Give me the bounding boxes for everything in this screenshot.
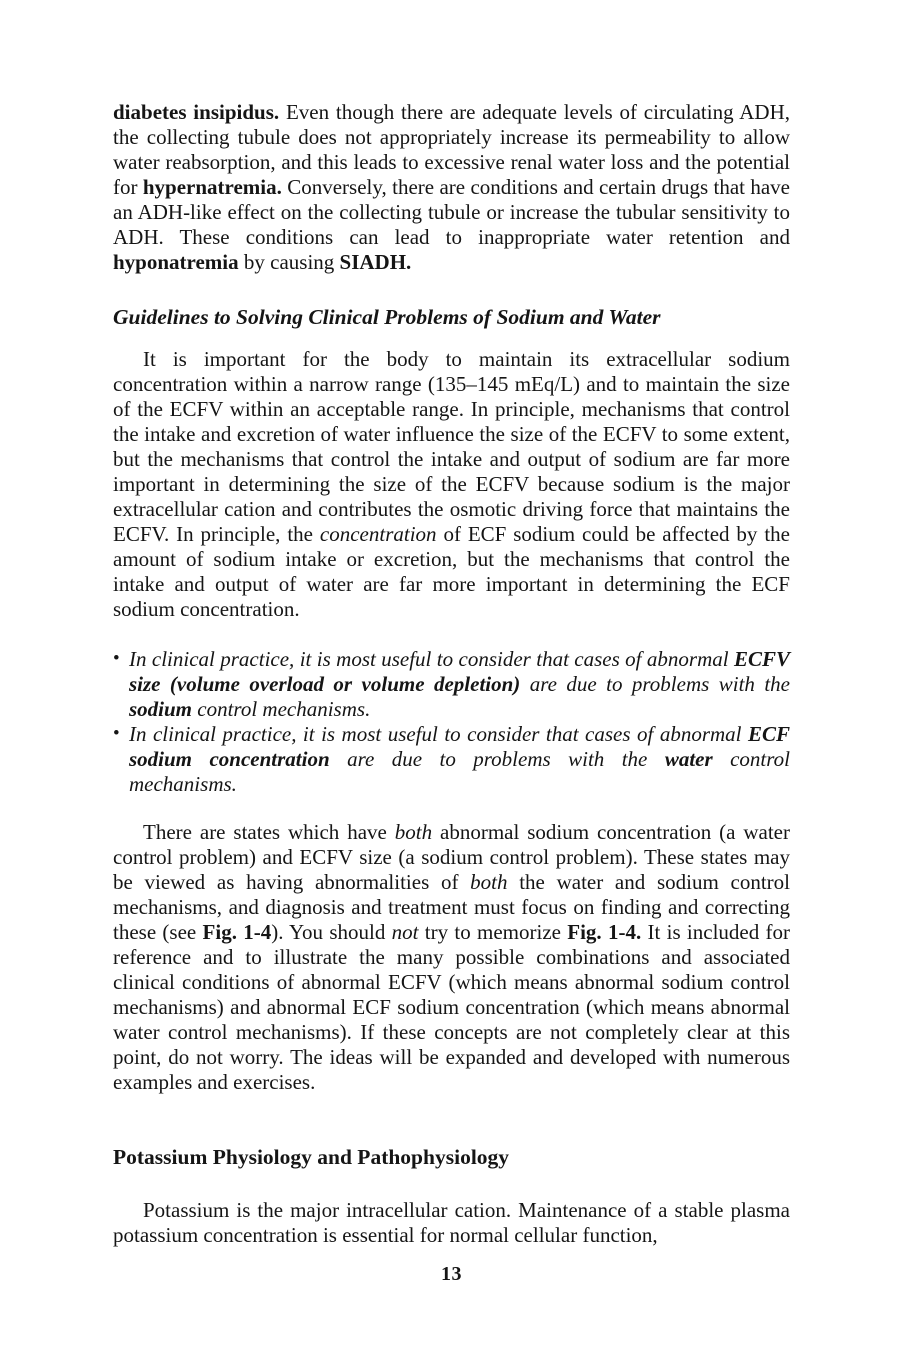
paragraph-potassium-intro: Potassium is the major intracellular cation. Maintenance of a stable plasma potassium concentration is essential for normal cellular function, (113, 1198, 790, 1247)
paragraph-combined-states: There are states which have both abnormal sodium concentration (a water control problem) and ECFV size (a sodium control problem). These states may be viewed as having abnormalities of both the water and sodium control mechanisms, and diagnosis and treatment must focus on finding and correcting these (see Fig. 1-4). You should not try to memorize Fig. 1-4. It is included for reference and to illustrate the many possible combinations and associated clinical conditions of abnormal ECFV (which means abnormal sodium control mechanisms) and abnormal ECF sodium concentration (which means abnormal water control mechanisms). If these concepts are not completely clear at this point, do not worry. The ideas will be expanded and developed with numerous examples and exercises. (113, 820, 791, 1094)
paragraph-sodium-importance: It is important for the body to maintain its extracellular sodium concentration within a narrow range (135–145 mEq/L) and to maintain the size of the ECFV within an acceptable range. In principle, mechanisms that control the intake and excretion of water influence the size of the ECFV to some extent, but the mechanisms that control the intake and output of sodium are far more important in determining the size of the ECFV because sodium is the major extracellular cation and contributes the osmotic driving force that maintains the ECFV. In principle, the concentration of ECF sodium could be affected by the amount of sodium intake or excretion, but the mechanisms that control the intake and output of water are far more important in determining the ECF sodium concentration. (113, 347, 790, 621)
page-number: 13 (441, 1263, 462, 1285)
section-heading-potassium: Potassium Physiology and Pathophysiology (113, 1145, 510, 1169)
bullet-ecfv-size: • In clinical practice, it is most useful to consider that cases of abnormal ECFV size (volume overload or volume depletion) are due to problems with the sodium control mechanisms. (129, 647, 790, 722)
text-column (113, 100, 790, 1287)
section-heading-guidelines: Guidelines to Solving Clinical Problems of Sodium and Water (113, 305, 661, 329)
bullet-ecf-sodium-concentration: • In clinical practice, it is most useful to consider that cases of abnormal ECF sodium concentration are due to problems with the water control mechanisms. (129, 722, 790, 797)
key-points-list (113, 647, 790, 797)
paragraph-diabetes-insipidus: diabetes insipidus. Even though there are adequate levels of circulating ADH, the collecting tubule does not appropriately increase its permeability to allow water reabsorption, and this leads to excessive renal water loss and the potential for hypernatremia. Conversely, there are conditions and certain drugs that have an ADH-like effect on the collecting tubule or increase the tubular sensitivity to ADH. These conditions can lead to inappropriate water retention and hyponatremia by causing SIADH. (113, 100, 791, 274)
